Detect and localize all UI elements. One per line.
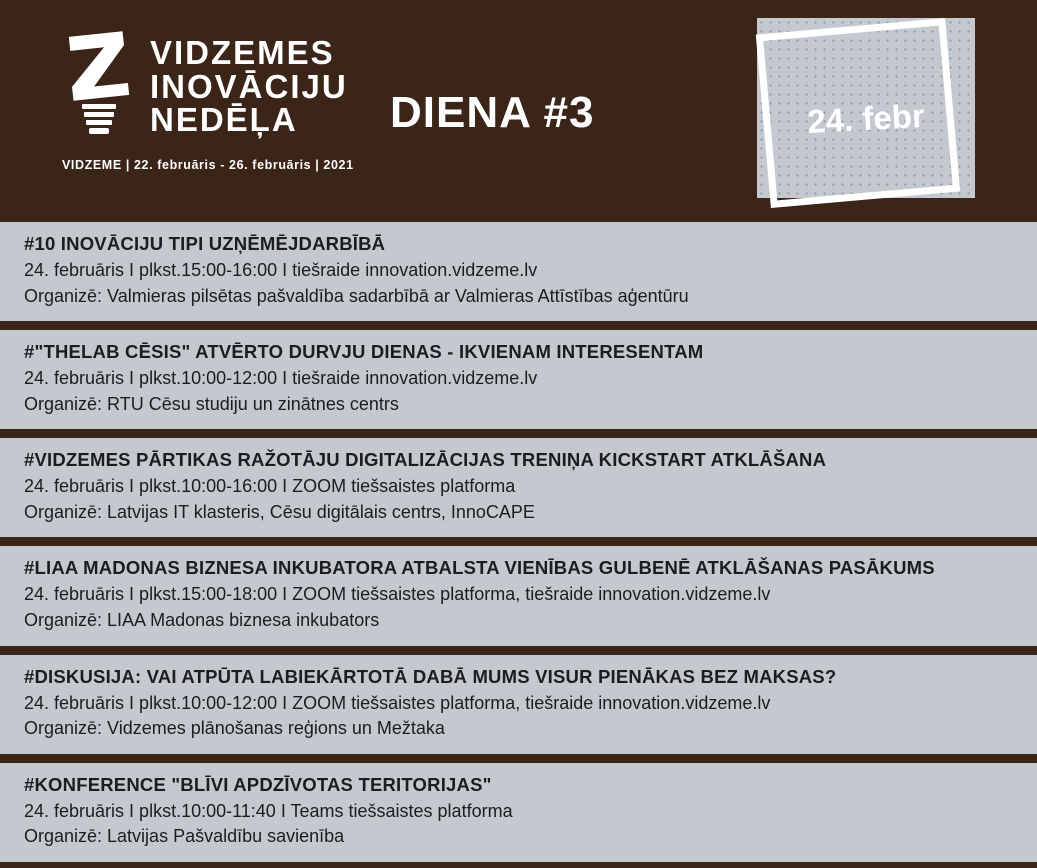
event-schedule: 24. februāris I plkst.15:00-18:00 I ZOOM tiešsaistes platforma, tiešraide innovation.vidzeme.lv xyxy=(24,584,771,605)
event-title: #LIAA MADONAS BIZNESA INKUBATORA ATBALSTA VIENĪBAS GULBENĒ ATKLĀŠANAS PASĀKUMS xyxy=(24,557,935,579)
list-item xyxy=(0,438,1037,546)
event-organizer: Organizē: LIAA Madonas biznesa inkubators xyxy=(24,610,380,631)
brand-word-1: VIDZEMES xyxy=(150,34,335,71)
event-title: #10 INOVĀCIJU TIPI UZŅĒMĒJDARBĪBĀ xyxy=(24,233,386,254)
badge-date-label: 24. febr xyxy=(806,96,926,141)
event-organizer: Organizē: Latvijas Pašvaldību savienība xyxy=(24,826,345,847)
event-organizer: Organizē: Valmieras pilsētas pašvaldība sadarbībā ar Valmieras Attīstības aģentūru xyxy=(24,285,689,306)
poster-header xyxy=(0,0,1037,222)
list-item xyxy=(0,655,1037,763)
brand-logo xyxy=(62,30,348,142)
event-organizer: Organizē: RTU Cēsu studiju un zinātnes centrs xyxy=(24,393,399,414)
event-title: #"THELAB CĒSIS" ATVĒRTO DURVJU DIENAS - IKVIENAM INTERESENTAM xyxy=(24,341,704,363)
lightbulb-logo-icon xyxy=(62,30,136,142)
event-organizer: Organizē: Latvijas IT klasteris, Cēsu digitālais centrs, InnoCAPE xyxy=(24,501,535,522)
brand-word-2: INOVĀCIJU xyxy=(150,67,348,105)
event-schedule: 24. februāris I plkst.10:00-12:00 I ZOOM tiešsaistes platforma, tiešraide innovation.vidzeme.lv xyxy=(24,692,771,713)
list-item xyxy=(0,546,1037,654)
event-schedule: 24. februāris I plkst.10:00-12:00 I tiešraide innovation.vidzeme.lv xyxy=(24,368,538,389)
event-title: #DISKUSIJA: VAI ATPŪTA LABIEKĀRTOTĀ DABĀ MUMS VISUR PIENĀKAS BEZ MAKSAS? xyxy=(24,665,837,687)
event-organizer: Organizē: Vidzemes plānošanas reģions un Mežtaka xyxy=(24,718,445,739)
event-week-tagline: VIDZEME | 22. februāris - 26. februāris | 2021 xyxy=(62,158,354,172)
day-title: DIENA #3 xyxy=(390,88,595,137)
date-badge xyxy=(757,18,975,198)
event-title: #KONFERENCE "BLĪVI APDZĪVOTAS TERITORIJAS" xyxy=(24,773,492,795)
list-item xyxy=(0,763,1037,862)
event-list xyxy=(0,222,1037,862)
event-schedule: 24. februāris I plkst.10:00-11:40 I Teams tiešsaistes platforma xyxy=(24,800,513,821)
brand-wordmark xyxy=(150,30,348,137)
list-item xyxy=(0,330,1037,438)
event-schedule: 24. februāris I plkst.10:00-16:00 I ZOOM tiešsaistes platforma xyxy=(24,476,516,497)
brand-word-3: NEDĒĻA xyxy=(150,101,298,139)
list-item xyxy=(0,222,1037,330)
event-schedule: 24. februāris I plkst.15:00-16:00 I tiešraide innovation.vidzeme.lv xyxy=(24,260,538,281)
event-title: #VIDZEMES PĀRTIKAS RAŽOTĀJU DIGITALIZĀCIJAS TRENIŅA KICKSTART ATKLĀŠANA xyxy=(24,449,827,471)
